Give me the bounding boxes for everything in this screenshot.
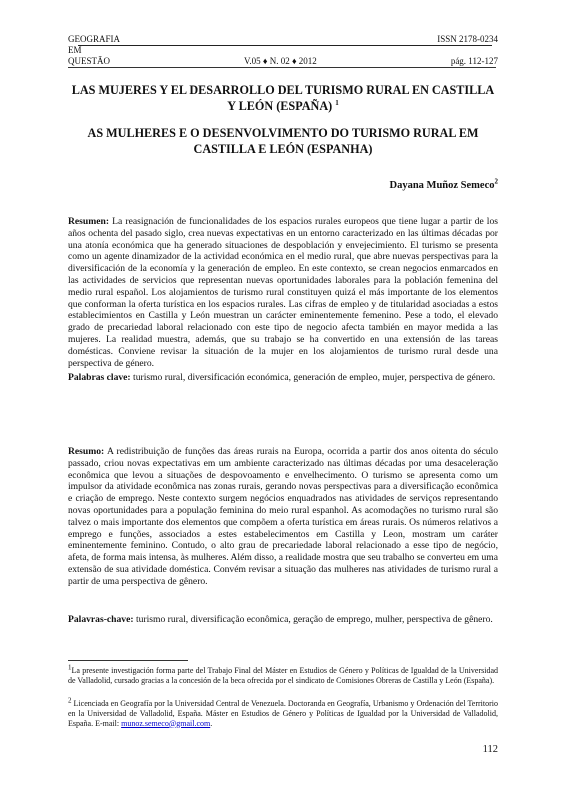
title-spanish-text: LAS MUJERES Y EL DESARROLLO DEL TURISMO RURAL EN CASTILLA Y LEÓN (ESPAÑA): [71, 83, 495, 113]
abstract-spanish-label: Resumen:: [68, 216, 110, 227]
title-spanish: [68, 82, 498, 114]
abstract-portuguese-text: A redistribuição de funções das áreas rurais na Europa, ocorrida a partir dos anos oitenta do século passado, criou novas expectativas em um ambiente caracterizado nas últimas décadas por uma desaceleração econômica que levou a situações de despovoamento e envelhecimento. O turismo se apresenta como um impulsor da atividade econômica nas zonas rurais, gerando novas perspectivas para a diversificação econômica e criação de emprego. Neste contexto surgem negócios enquadrados nas atividades de serviços representando novas oportunidades para a população feminina do meio rural espanhol. As acomodações no turismo rural são talvez o mais importante dos elementos que compõem a oferta turística em áreas rurais. Os números relativos a emprego e funções, associados a estes estabelecimentos em Castilla y Leon, mostram um caráter eminentemente feminino. Contudo, o alto grau de precariedade laboral relacionado a esse tipo de negócio, afeta, de forma mais intensa, às mulheres. Além disso, a realidade mostra que seu trabalho se converteu em uma extensão de sua atividade doméstica. Convém revisar a situação das mulheres nas atividades de turismo rural a partir de uma perspectiva de gênero.: [68, 446, 498, 587]
page-number: 112: [482, 744, 498, 755]
footnote-separator: [68, 660, 188, 661]
keywords-portuguese-label: Palavras-chave:: [68, 614, 134, 625]
author-email-link[interactable]: munoz.semeco@gmail.com: [121, 718, 211, 728]
title-footnote-marker[interactable]: 1: [335, 98, 339, 107]
footnote-1-text: La presente investigación forma parte del Trabajo Final del Máster en Estudios de Género y Políticas de Igualdad de la Universidad de Valladolid, cursado gracias a la concesión de la beca ofrecida por el sindicato de Comisiones Obreras de Castilla y León (España).: [68, 666, 498, 685]
issn: ISSN 2178-0234: [437, 34, 498, 44]
footnote-2-text: Licenciada en Geografía por la Universidad Central de Venezuela. Doctoranda en Geografía, Urbanismo y Ordenación del Territorio en la Universidad de Valladolid, España. Máster en Estudios de Género y Políticas de Igualdad por la Universidad de Valladolid, España. E-mail:: [68, 699, 498, 728]
header-issue-line: [68, 56, 498, 67]
abstract-spanish: [68, 216, 498, 369]
journal-name-line3: QUESTÃO: [68, 56, 110, 66]
abstract-portuguese-label: Resumo:: [68, 446, 105, 457]
keywords-spanish-text: turismo rural, diversificación económica, generación de empleo, mujer, perspectiva de género.: [133, 372, 496, 383]
footnote-2: [68, 696, 498, 728]
keywords-portuguese-text: turismo rural, diversificação econômica, geração de emprego, mulher, perspectiva de gênero.: [135, 614, 493, 625]
author-footnote-marker[interactable]: 2: [494, 177, 498, 186]
footnote-1-number: 1: [68, 663, 72, 672]
volume-info: V.05 ♦ N. 02 ♦ 2012: [244, 56, 317, 66]
page-range: pág. 112-127: [450, 56, 498, 66]
footnote-2-tail: .: [210, 718, 213, 728]
abstract-spanish-text: La reasignación de funcionalidades de los espacios rurales europeos que tiene lugar a partir de los años ochenta del pasado siglo, crea nuevas expectativas en un entorno caracterizado en las últimas décadas por una atonía económica que ha generado situaciones de despoblación y envejecimiento. El turismo se presenta como un agente dinamizador de la actividad económica en el medio rural, que abre nuevas perspectivas para la diversificación de la economía y la generación de empleo. En este contexto, se crean negocios enmarcados en las actividades de servicios que representan nuevas oportunidades laborales para la población femenina del medio rural español. Los alojamientos de turismo rural constituyen quizá el más importante de los elementos que conforman la oferta turística en los espacios rurales. Las cifras de empleo y de titularidad asociadas a estos establecimientos en Castilla y León muestran un carácter eminentemente femenino. Pese a todo, el elevado grado de precariedad laboral relacionado con este tipo de negocio afecta también en mayor medida a las mujeres. La realidad muestra, además, que su trabajo se ha convertido en una extensión de las tareas domésticas. Conviene revisar la situación de la mujer en los alojamientos de turismo rural desde una perspectiva de género.: [68, 216, 498, 369]
author-name: [389, 177, 499, 191]
header-rule: [68, 67, 496, 68]
header-underline: [78, 45, 492, 46]
keywords-portuguese: [68, 614, 498, 626]
keywords-spanish: [68, 372, 498, 384]
keywords-spanish-label: Palabras clave:: [68, 372, 131, 383]
footnote-1: [68, 663, 498, 686]
title-portuguese: AS MULHERES E O DESENVOLVIMENTO DO TURISMO RURAL EM CASTILLA E LEÓN (ESPANHA): [87, 126, 479, 156]
author-name-text: Dayana Muñoz Semeco: [389, 180, 495, 191]
journal-name-line1: GEOGRAFIA: [68, 34, 121, 44]
footnote-2-number: 2: [68, 696, 72, 705]
abstract-portuguese: [68, 446, 498, 588]
journal-name-line2: EM: [68, 45, 82, 55]
